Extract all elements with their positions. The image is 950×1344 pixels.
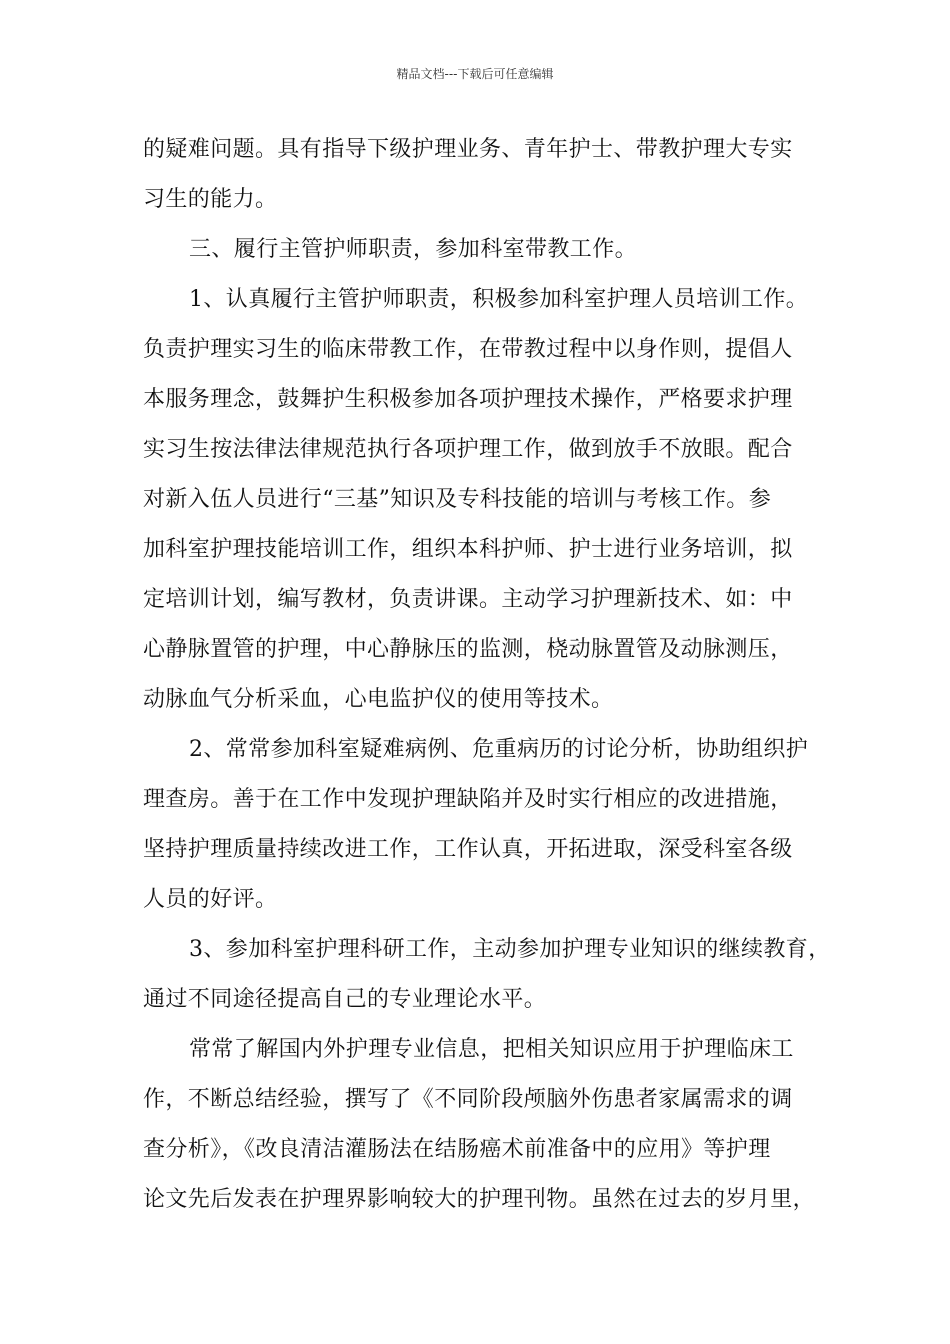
page-header: 精品文档---下载后可任意编辑 xyxy=(396,67,554,81)
text-line: 负责护理实习生的临床带教工作，在带教过程中以身作则，提倡人 xyxy=(143,337,793,362)
text-line: 本服务理念，鼓舞护生积极参加各项护理技术操作，严格要求护理 xyxy=(143,387,793,412)
text-line: 实习生按法律法律规范执行各项护理工作，做到放手不放眼。配合 xyxy=(143,437,793,462)
text-line: 动脉血气分析采血，心电监护仪的使用等技术。 xyxy=(143,687,614,712)
document-body xyxy=(143,125,831,1225)
text-line: 理查房。善于在工作中发现护理缺陷并及时实行相应的改进措施， xyxy=(143,787,793,812)
text-line: 论文先后发表在护理界影响较大的护理刊物。虽然在过去的岁月里， xyxy=(143,1187,816,1212)
text-line: 人员的好评。 xyxy=(143,887,278,912)
paragraph-start: 1、认真履行主管护师职责，积极参加科室护理人员培训工作。 xyxy=(189,287,809,312)
text-line: 坚持护理质量持续改进工作，工作认真，开拓进取，深受科室各级 xyxy=(143,837,793,862)
text-line: 定培训计划，编写教材，负责讲课。主动学习护理新技术、如：中 xyxy=(143,587,793,612)
text-line: 通过不同途径提高自己的专业理论水平。 xyxy=(143,987,547,1012)
text-line: 作，不断总结经验，撰写了《不同阶段颅脑外伤患者家属需求的调 xyxy=(143,1087,793,1112)
text-line: 心静脉置管的护理，中心静脉压的监测，桡动脉置管及动脉测压， xyxy=(143,637,793,662)
paragraph-start: 3、参加科室护理科研工作，主动参加护理专业知识的继续教育， xyxy=(189,937,831,962)
text-line: 加科室护理技能培训工作，组织本科护师、护士进行业务培训，拟 xyxy=(143,537,793,562)
paragraph-start: 常常了解国内外护理专业信息，把相关知识应用于护理临床工 xyxy=(189,1037,794,1062)
text-line: 的疑难问题。具有指导下级护理业务、青年护士、带教护理大专实 xyxy=(143,137,793,162)
paragraph-start: 2、常常参加科室疑难病例、危重病历的讨论分析，协助组织护 xyxy=(189,737,809,762)
section-heading: 三、履行主管护师职责，参加科室带教工作。 xyxy=(189,237,638,262)
text-line: 习生的能力。 xyxy=(143,187,278,212)
text-line: 对新入伍人员进行“三基”知识及专科技能的培训与考核工作。参 xyxy=(143,487,772,512)
text-line: 查分析》，《改良清洁灌肠法在结肠癌术前准备中的应用》等护理 xyxy=(143,1137,771,1162)
